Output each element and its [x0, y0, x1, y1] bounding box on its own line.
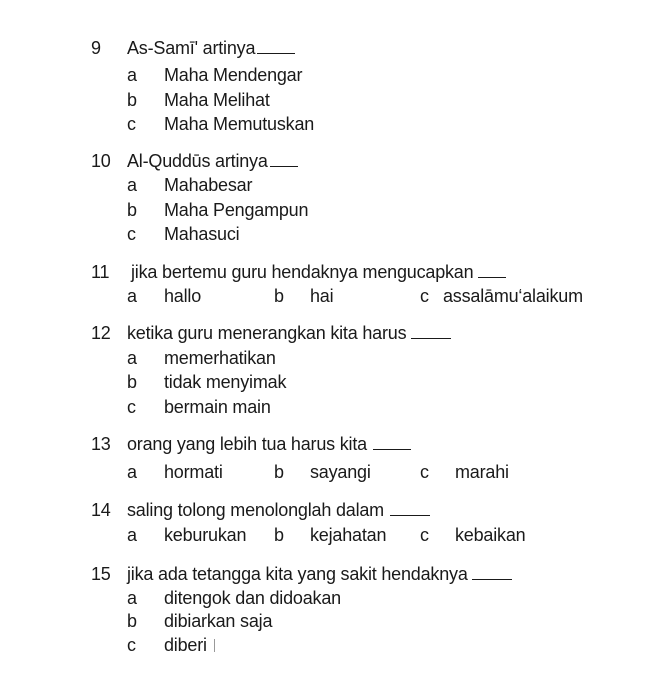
option-letter: c: [127, 224, 136, 244]
option-letter: c: [127, 397, 136, 417]
option-letter: b: [274, 525, 284, 545]
option-text: dibiarkan saja: [164, 611, 273, 631]
option-letter: b: [127, 200, 137, 220]
option-text: tidak menyimak: [164, 372, 287, 392]
option-letter: c: [420, 462, 429, 482]
option-text: hallo: [164, 286, 202, 306]
question-number: 12: [91, 323, 111, 343]
option-text: Mahasuci: [164, 224, 240, 244]
option-text: Mahabesar: [164, 175, 253, 195]
option-letter: a: [127, 462, 137, 482]
option-text: kejahatan: [310, 525, 387, 545]
option-letter: b: [127, 372, 137, 392]
question-text: orang yang lebih tua harus kita: [127, 433, 411, 455]
text-cursor: [214, 639, 215, 652]
option-text: hormati: [164, 462, 223, 482]
question-text: jika bertemu guru hendaknya mengucapkan: [131, 261, 506, 283]
option-text: assalāmu‘alaikum: [443, 286, 583, 306]
option-text: keburukan: [164, 525, 247, 545]
option-letter: b: [274, 462, 284, 482]
option-letter: a: [127, 525, 137, 545]
question-number: 10: [91, 151, 111, 171]
option-letter: c: [127, 635, 136, 655]
question-number: 13: [91, 434, 111, 454]
question-text: jika ada tetangga kita yang sakit hendaknya: [127, 563, 512, 585]
option-text: Maha Melihat: [164, 90, 270, 110]
option-letter: a: [127, 588, 137, 608]
option-letter: c: [420, 286, 429, 306]
option-text: hai: [310, 286, 334, 306]
option-letter: b: [274, 286, 284, 306]
option-text: memerhatikan: [164, 348, 276, 368]
option-text: marahi: [455, 462, 509, 482]
option-text: diberi: [164, 635, 207, 655]
option-text: ditengok dan didoakan: [164, 588, 341, 608]
option-letter: a: [127, 65, 137, 85]
option-text: Maha Mendengar: [164, 65, 303, 85]
option-text: Maha Memutuskan: [164, 114, 315, 134]
option-text: bermain main: [164, 397, 271, 417]
option-letter: a: [127, 348, 137, 368]
question-number: 15: [91, 564, 111, 584]
option-letter: b: [127, 90, 137, 110]
question-text: saling tolong menolonglah dalam: [127, 499, 430, 521]
option-text: kebaikan: [455, 525, 526, 545]
option-letter: a: [127, 175, 137, 195]
question-text: Al-Quddūs artinya: [127, 150, 298, 172]
option-letter: a: [127, 286, 137, 306]
question-text: As-Samī' artinya: [127, 37, 295, 59]
option-letter: c: [127, 114, 136, 134]
option-text: Maha Pengampun: [164, 200, 309, 220]
question-number: 9: [91, 38, 101, 58]
question-text: ketika guru menerangkan kita harus: [127, 322, 451, 344]
option-letter: b: [127, 611, 137, 631]
option-letter: c: [420, 525, 429, 545]
question-number: 14: [91, 500, 111, 520]
question-number: 11: [91, 262, 110, 282]
option-text: sayangi: [310, 462, 371, 482]
